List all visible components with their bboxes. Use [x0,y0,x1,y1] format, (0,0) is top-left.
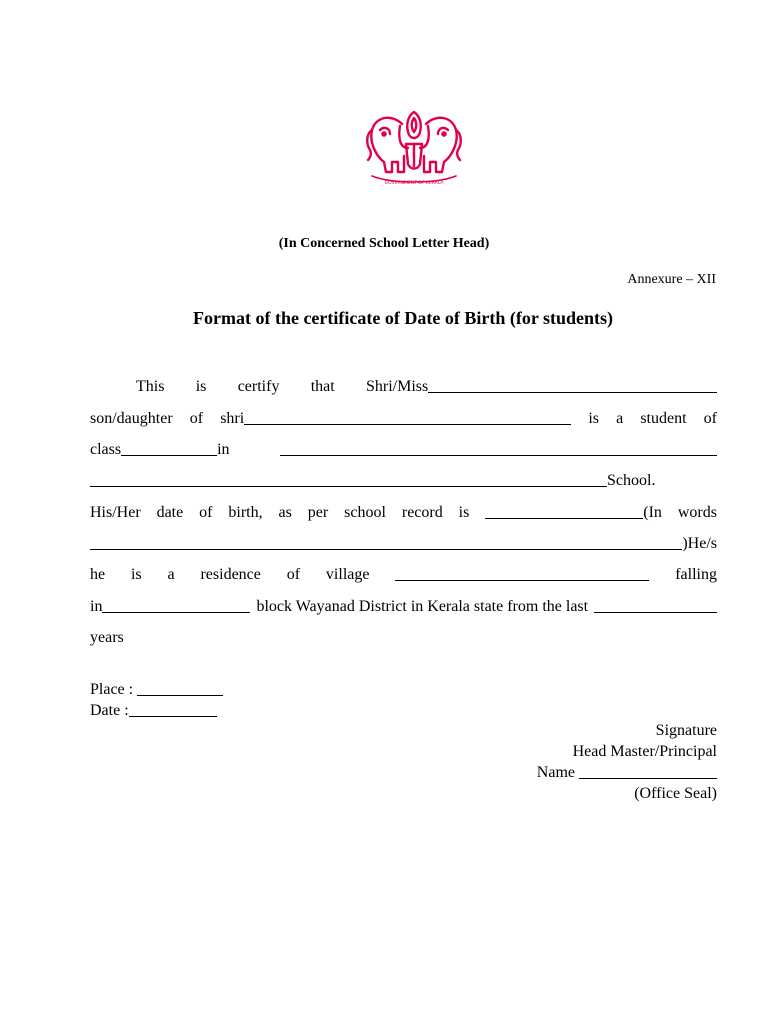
signature-label: Signature [655,722,717,739]
place-field[interactable] [137,681,223,696]
designation-label: Head Master/Principal [572,743,717,760]
body-line-7: he is a residence of village falling [90,566,717,583]
office-seal-label: (Office Seal) [634,785,717,802]
date-label: Date : [90,702,129,719]
block-field[interactable] [102,598,250,613]
body-line-1: This is certify that Shri/Miss [136,378,717,396]
body-line-9: years [90,629,124,646]
body-line-5: His/Her date of birth, as per school record is (In words [90,504,717,521]
school-name-field[interactable] [280,441,717,456]
student-name-field[interactable] [428,378,717,393]
body-line-3: class in [90,441,717,459]
name-row [537,764,717,782]
place-label: Place : [90,681,134,698]
date-field[interactable] [129,702,217,717]
body-line-6: )He/s [90,535,717,553]
body-line-8: in block Wayanad District in Kerala state from the last [90,598,717,616]
name-label: Name [536,764,575,781]
years-field[interactable] [594,598,717,613]
svg-text:GOVERNMENT OF KERALA: GOVERNMENT OF KERALA [384,181,444,186]
school-name-field-continued[interactable] [90,472,607,487]
class-field[interactable] [121,441,217,456]
kerala-state-emblem-icon [362,104,466,188]
date-of-birth-words-field[interactable] [90,535,682,550]
body-line-4: School. [90,472,717,490]
parent-name-field[interactable] [244,410,571,425]
place-row [90,681,290,699]
body-line-2: son/daughter of shri is a student of [90,410,717,427]
page-title: Format of the certificate of Date of Birth (for students) [192,308,614,328]
name-field[interactable] [579,764,717,779]
letterhead-note: (In Concerned School Letter Head) [278,236,490,251]
annexure-label: Annexure – XII [627,272,716,287]
village-field[interactable] [395,566,649,581]
date-row [90,702,290,720]
date-of-birth-field[interactable] [485,504,643,519]
